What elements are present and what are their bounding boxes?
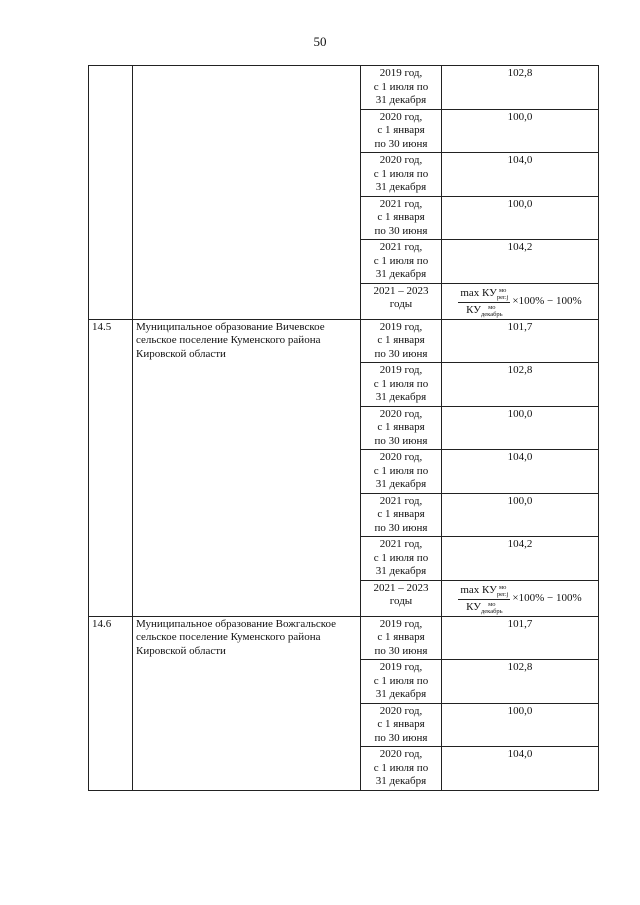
municipality-name: Муниципальное образование Вожгальское сельское поселение Куменского района Кировской области bbox=[133, 616, 361, 790]
period-cell: 2021 год, с 1 июля по 31 декабря bbox=[361, 240, 442, 284]
formula-denominator: КУ мо декабрь bbox=[466, 303, 503, 318]
index-value-cell: 104,0 bbox=[442, 153, 599, 197]
period-cell: 2021 год, с 1 июля по 31 декабря bbox=[361, 537, 442, 581]
period-cell: 2020 год, с 1 января по 30 июня bbox=[361, 406, 442, 450]
period-cell: 2021 год, с 1 января по 30 июня bbox=[361, 493, 442, 537]
period-cell: 2020 год, с 1 января по 30 июня bbox=[361, 109, 442, 153]
formula-tail: ×100% − 100% bbox=[512, 592, 582, 605]
period-cell: 2020 год, с 1 июля по 31 декабря bbox=[361, 747, 442, 791]
municipality-name: Муниципальное образование Вичевское сельское поселение Куменского района Кировской области bbox=[133, 319, 361, 616]
municipality-name bbox=[133, 66, 361, 320]
period-cell: 2019 год, с 1 января по 30 июня bbox=[361, 319, 442, 363]
period-cell: 2021 – 2023 годы bbox=[361, 580, 442, 616]
index-value-cell: 102,8 bbox=[442, 363, 599, 407]
index-value-cell: 102,8 bbox=[442, 66, 599, 110]
section-number bbox=[89, 66, 133, 320]
period-cell: 2021 – 2023 годы bbox=[361, 283, 442, 319]
period-cell: 2020 год, с 1 июля по 31 декабря bbox=[361, 450, 442, 494]
formula-numerator: max КУ мо рег.j bbox=[460, 286, 509, 301]
period-cell: 2019 год, с 1 января по 30 июня bbox=[361, 616, 442, 660]
index-value-cell: 101,7 bbox=[442, 616, 599, 660]
index-value-cell: 100,0 bbox=[442, 703, 599, 747]
period-cell: 2020 год, с 1 января по 30 июня bbox=[361, 703, 442, 747]
table-row bbox=[89, 66, 599, 110]
index-value-cell: 100,0 bbox=[442, 406, 599, 450]
index-value-cell: 104,2 bbox=[442, 537, 599, 581]
formula-tail: ×100% − 100% bbox=[512, 295, 582, 308]
formula-numerator: max КУ мо рег.j bbox=[460, 583, 509, 598]
index-formula bbox=[458, 287, 581, 318]
formula-fraction bbox=[458, 287, 510, 318]
index-formula bbox=[458, 584, 581, 615]
section-number: 14.6 bbox=[89, 616, 133, 790]
index-value-cell bbox=[442, 580, 599, 616]
period-cell: 2021 год, с 1 января по 30 июня bbox=[361, 196, 442, 240]
index-value-cell: 104,0 bbox=[442, 747, 599, 791]
index-value-cell: 102,8 bbox=[442, 660, 599, 704]
index-value-cell: 101,7 bbox=[442, 319, 599, 363]
period-cell: 2020 год, с 1 июля по 31 декабря bbox=[361, 153, 442, 197]
index-value-cell: 100,0 bbox=[442, 109, 599, 153]
formula-fraction bbox=[458, 584, 510, 615]
period-cell: 2019 год, с 1 июля по 31 декабря bbox=[361, 660, 442, 704]
section-number: 14.5 bbox=[89, 319, 133, 616]
period-cell: 2019 год, с 1 июля по 31 декабря bbox=[361, 66, 442, 110]
index-value-cell bbox=[442, 283, 599, 319]
tariff-index-table bbox=[88, 65, 599, 791]
index-value-cell: 100,0 bbox=[442, 196, 599, 240]
index-value-cell: 104,2 bbox=[442, 240, 599, 284]
table-row bbox=[89, 616, 599, 660]
formula-denominator: КУ мо декабрь bbox=[466, 600, 503, 615]
index-value-cell: 100,0 bbox=[442, 493, 599, 537]
table-row bbox=[89, 319, 599, 363]
index-value-cell: 104,0 bbox=[442, 450, 599, 494]
page-number: 50 bbox=[313, 34, 327, 49]
period-cell: 2019 год, с 1 июля по 31 декабря bbox=[361, 363, 442, 407]
